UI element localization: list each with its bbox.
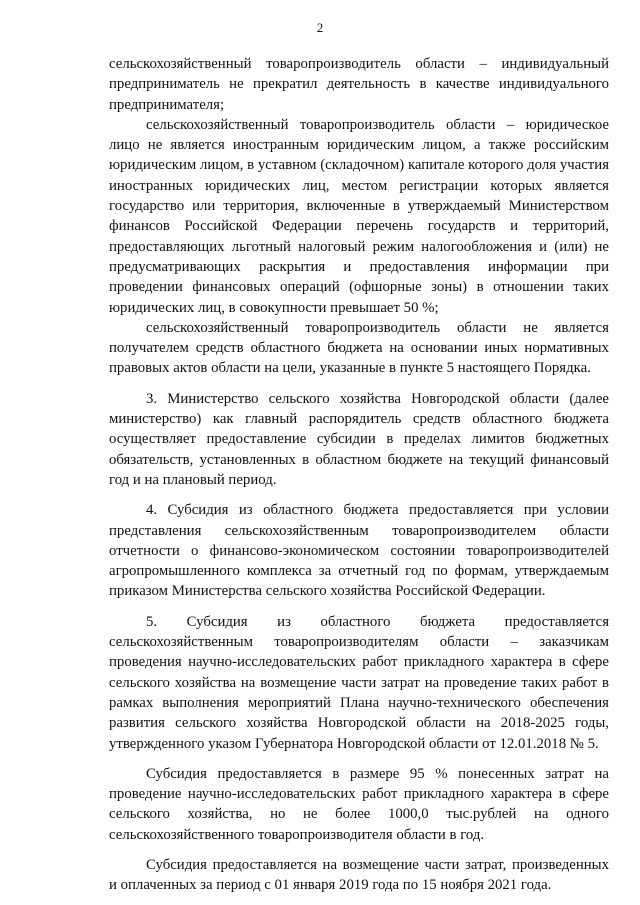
paragraph-item-5: 5. Субсидия из областного бюджета предоставляется сельскохозяйственным товаропроизводителям области – заказчикам проведения научно-исследовательских работ прикладного характера в сфере сельского хозяйства на возмещение части затрат на проведение таких работ в рамках выполнения мероприятий Плана научно-технического обеспечения развития сельского хозяйства Новгородской области на 2018-2025 годы, утвержденного указом Губернатора Новгородской области от 12.01.2018 № 5. — [109, 613, 609, 752]
page-number: 2 — [316, 20, 324, 35]
paragraph-subsidy-period: Субсидия предоставляется на возмещение части затрат, произведенных и оплаченных за период с 01 января 2019 года по 15 ноября 2021 года. — [109, 856, 609, 894]
paragraph-subsidy-amount: Субсидия предоставляется в размере 95 % понесенных затрат на проведение научно-исследовательских работ прикладного характера в сфере сельского хозяйства, но не более 1000,0 тыс.рублей на одного сельскохозяйственного товаропроизводителя области в год. — [109, 765, 609, 843]
paragraph-individual-entrepreneur: сельскохозяйственный товаропроизводитель области – индивидуальный предприниматель не прекратил деятельность в качестве индивидуального предпринимателя; — [109, 56, 609, 113]
paragraph-item-4: 4. Субсидия из областного бюджета предоставляется при условии представления сельскохозяйственным товаропроизводителем области отчетности о финансово-экономическом состоянии товаропроизводителей агропромышленного комплекса за отчетный год по формам, утверждаемым приказом Министерства сельского хозяйства Российской Федерации. — [109, 502, 609, 600]
document-body — [109, 54, 609, 896]
paragraph-legal-entity: сельскохозяйственный товаропроизводитель области – юридическое лицо не является иностранным юридическим лицом, а также российским юридическим лицом, в уставном (складочном) капитале которого доля участия иностранных юридических лиц, местом регистрации которых является государство или территория, включенные в утверждаемый Министерством финансов Российской Федерации перечень государств и территорий, предоставляющих льготный налоговый режим налогообложения и (или) не предусматривающих раскрытия и предоставления информации при проведении финансовых операций (офшорные зоны) в отношении таких юридических лиц, в совокупности превышает 50 %; — [109, 116, 609, 316]
paragraph-item-3: 3. Министерство сельского хозяйства Новгородской области (далее министерство) как главный распорядитель средств областного бюджета осуществляет предоставление субсидии в пределах лимитов бюджетных обязательств, установленных в областном бюджете на текущий финансовый год и на плановый период. — [109, 390, 609, 488]
paragraph-not-recipient: сельскохозяйственный товаропроизводитель области не является получателем средств областного бюджета на основании иных нормативных правовых актов области на цели, указанные в пункте 5 настоящего Порядка. — [109, 319, 609, 377]
